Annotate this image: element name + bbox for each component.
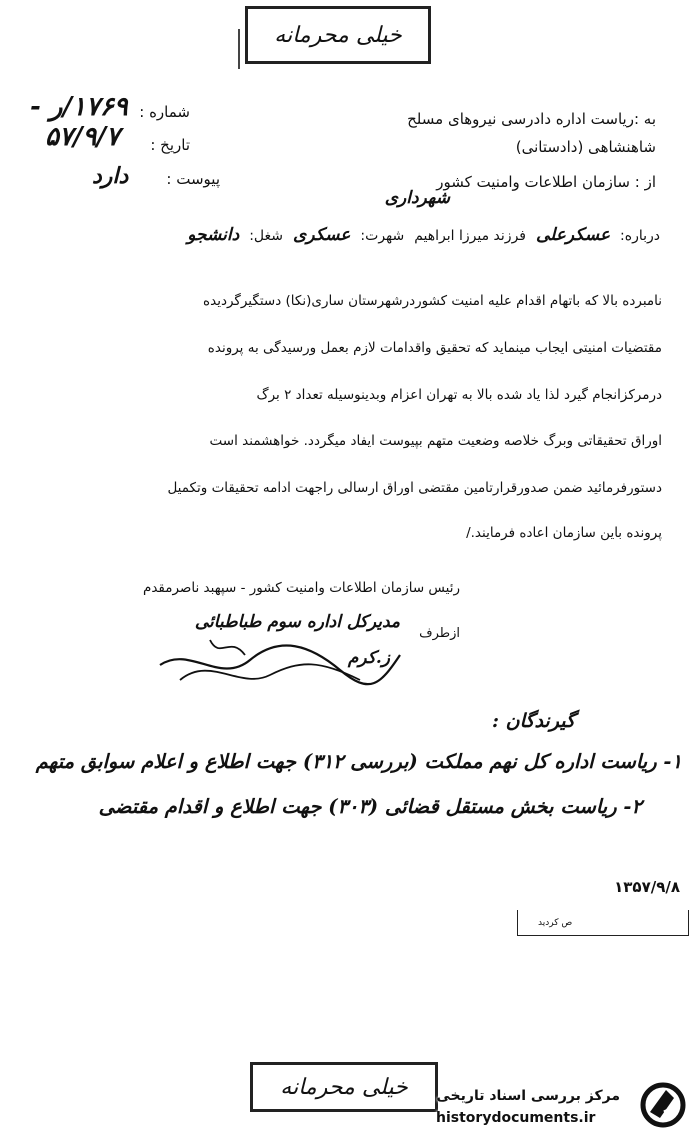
watermark-logo-icon <box>640 1082 686 1128</box>
addressee-line2: شاهنشاهی (دادستانی) <box>515 138 656 156</box>
watermark-url: historydocuments.ir <box>436 1110 596 1126</box>
recipients-heading: گیرندگان : <box>492 710 575 732</box>
receipt-stamp-box <box>517 910 689 936</box>
recipient-1: ۱- ریاست اداره کل نهم مملکت (بررسی ۳۱۲) جهت اطلاع و اعلام سوابق متهم <box>35 750 682 773</box>
body-line-3: درمرکزانجام گیرد لذا یاد شده بالا به تهران اعزام وبدینوسیله تعداد ۲ برگ <box>256 387 662 403</box>
subject-handwritten-note: شهرداری <box>384 188 450 208</box>
attachment-label: پیوست : <box>166 170 220 188</box>
number-label: شماره : <box>139 103 190 121</box>
subject-father: فرزند میرزا ابراهیم <box>414 228 526 244</box>
on-behalf-label: ازطرف <box>419 626 460 641</box>
subject-prefix: درباره: <box>620 228 660 244</box>
receipt-stamp-label: ص کردید <box>538 918 573 928</box>
body-line-2: مقتضیات امنیتی ایجاب مینماید که تحقیق واقدامات لازم بعمل ورسیدگی به پرونده <box>207 340 662 356</box>
attachment-value: دارد <box>92 163 129 189</box>
date-label: تاریخ : <box>150 136 190 154</box>
subject-job: دانشجو <box>187 225 240 245</box>
signatory-title: رئیس سازمان اطلاعات وامنیت کشور - سپهبد ناصرمقدم <box>142 580 460 596</box>
signature-scribble <box>150 625 410 695</box>
body-line-1: نامبرده بالا که باتهام اقدام علیه امنیت کشوردرشهرستان ساری(نکا) دستگیرگردیده <box>203 293 662 309</box>
subject-line <box>187 225 660 245</box>
subject-name: عسکرعلی <box>535 225 611 245</box>
classification-stamp-text-bottom: خیلی محرمانه <box>280 1074 408 1100</box>
number-value: ۱۷۶۹/ر - <box>30 92 128 122</box>
receipt-date: ۱۳۵۷/۹/۸ <box>614 878 680 896</box>
body-line-4: اوراق تحقیقاتی وبرگ خلاصه وضعیت متهم بپیوست ایفاد میگردد. خواهشمند است <box>209 433 662 449</box>
addressee-line1: به :ریاست اداره دادرسی نیروهای مسلح <box>407 110 656 128</box>
watermark-title: مرکز بررسی اسناد تاریخی <box>436 1088 620 1104</box>
classification-stamp-top <box>245 6 431 64</box>
subject-job-label: شغل: <box>249 228 284 244</box>
classification-stamp-text: خیلی محرمانه <box>274 22 402 48</box>
subject-surname: عسکری <box>293 225 351 245</box>
signer-initials-handwritten: ز.کرم <box>347 648 390 668</box>
recipient-2: ۲- ریاست بخش مستقل قضائی (۳۰۳) جهت اطلاع و اقدام مقتضی <box>98 795 642 818</box>
body-line-5: دستورفرمائید ضمن صدورقرارتامین مقتضی اوراق ارسالی راجهت ادامه تحقیقات وتکمیل <box>167 480 662 496</box>
sender-line: از : سازمان اطلاعات وامنیت کشور <box>436 173 656 191</box>
classification-stamp-bottom <box>250 1062 438 1112</box>
body-line-6: پرونده باین سازمان اعاده فرمایند./ <box>466 525 662 541</box>
date-value: ۵۷/۹/۷ <box>45 122 120 152</box>
subject-surname-label: شهرت: <box>360 228 405 244</box>
signer-name-handwritten: مدیرکل اداره سوم طباطبائی <box>194 612 400 632</box>
